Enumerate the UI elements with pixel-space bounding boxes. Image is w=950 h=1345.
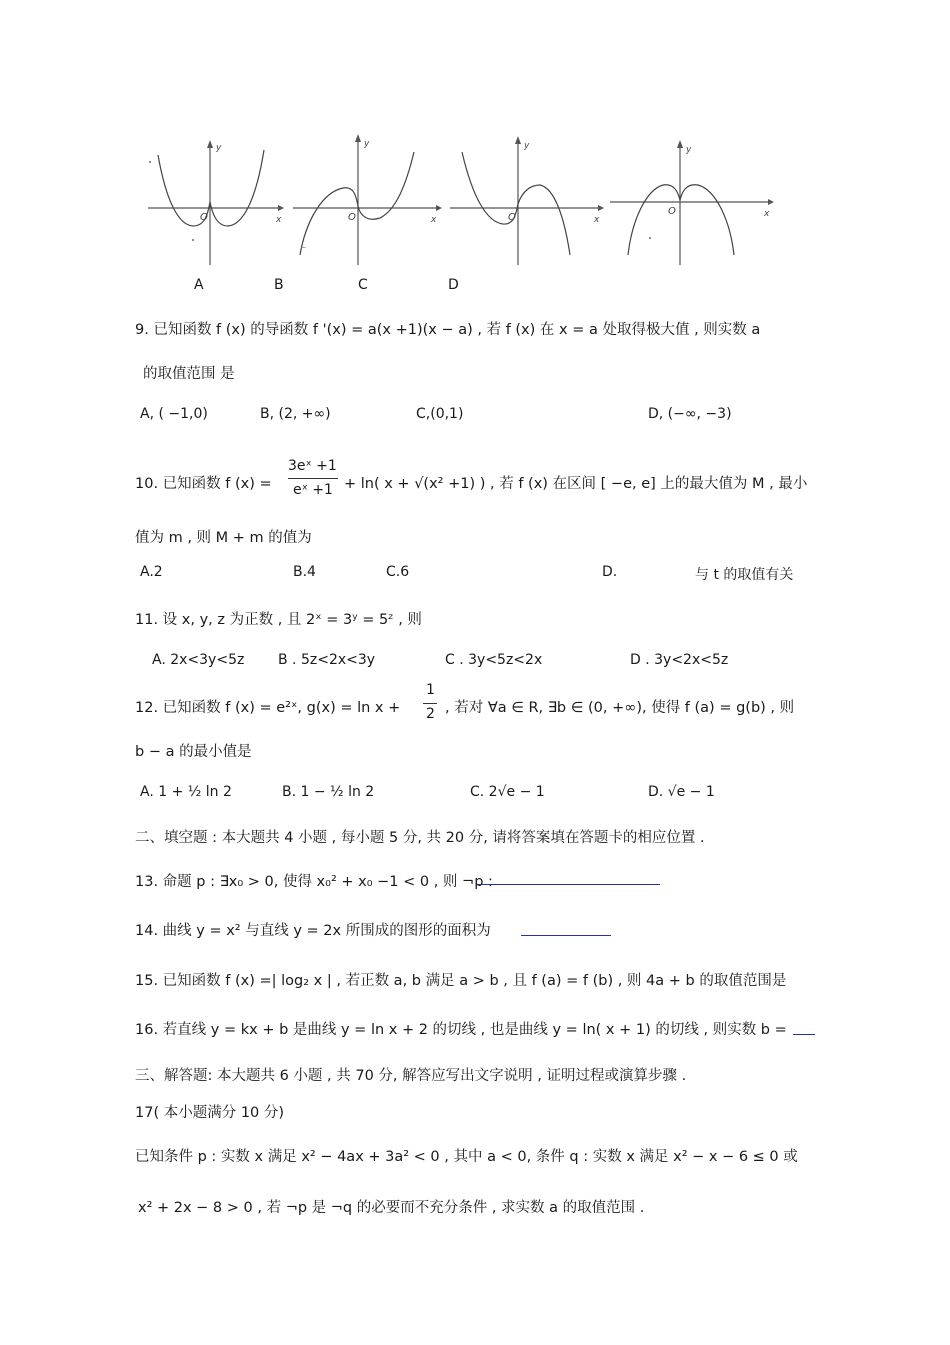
graph-label-d: D	[448, 277, 459, 293]
q9-option-c: C,(0,1)	[416, 406, 464, 422]
q10-prefix: 10. 已知函数 f (x) =	[135, 476, 272, 492]
q12-option-b: B. 1 − ½ ln 2	[282, 784, 375, 800]
svg-text:O: O	[200, 212, 208, 223]
graph-c	[448, 130, 608, 270]
svg-text:O: O	[348, 212, 356, 223]
q16-answer-blank[interactable]	[793, 1034, 815, 1035]
svg-text:x: x	[594, 215, 600, 225]
q9-stem-cont: 的取值范围 是	[143, 366, 235, 382]
q13-stem: 13. 命题 p : ∃x₀ > 0, 使得 x₀² + x₀ −1 < 0 , 则 ¬p :	[135, 874, 493, 890]
svg-text:x: x	[276, 215, 282, 225]
q16-stem: 16. 若直线 y = kx + b 是曲线 y = ln x + 2 的切线 , 也是曲线 y = ln( x + 1) 的切线 , 则实数 b =	[135, 1022, 787, 1038]
q10-option-b: B.4	[293, 564, 316, 580]
q9-option-b: B, (2, +∞)	[260, 406, 331, 422]
section-3-heading: 三、解答题: 本大题共 6 小题 , 共 70 分, 解答应写出文字说明 , 证明过程或演算步骤 .	[135, 1068, 687, 1084]
q13-answer-blank[interactable]	[478, 884, 660, 885]
q10-option-d: D.	[602, 564, 618, 580]
q17-stem-cont: x² + 2x − 8 > 0 , 若 ¬p 是 ¬q 的必要而不充分条件 , 求实数 a 的取值范围 .	[138, 1200, 645, 1216]
q17-stem: 已知条件 p : 实数 x 满足 x² − 4ax + 3a² < 0 , 其中 a < 0, 条件 q : 实数 x 满足 x² − x − 6 ≤ 0 或	[135, 1149, 798, 1165]
q12-option-a: A. 1 + ½ ln 2	[140, 784, 232, 800]
q12-frac-bar	[423, 703, 437, 704]
q12-prefix: 12. 已知函数 f (x) = e²ˣ, g(x) = ln x +	[135, 700, 401, 716]
q10-frac-bar	[288, 478, 338, 479]
q11-option-c: C . 3y<5z<2x	[445, 652, 543, 668]
q10-option-a: A.2	[140, 564, 163, 580]
q14-stem: 14. 曲线 y = x² 与直线 y = 2x 所围成的图形的面积为	[135, 923, 491, 939]
q9-stem: 9. 已知函数 f (x) 的导函数 f '(x) = a(x +1)(x − a) , 若 f (x) 在 x = a 处取得极大值 , 则实数 a	[135, 322, 761, 338]
q10-frac-num: 3eˣ +1	[288, 458, 337, 474]
graph-d	[608, 130, 778, 270]
svg-text:O: O	[668, 206, 676, 217]
q11-stem: 11. 设 x, y, z 为正数 , 且 2ˣ = 3ʸ = 5ᶻ , 则	[135, 612, 422, 628]
q10-rest: + ln( x + √(x² +1) ) , 若 f (x) 在区间 [ −e, e] 上的最大值为 M , 最小	[344, 476, 808, 492]
q10-frac-den: eˣ +1	[293, 482, 333, 498]
graph-label-a: A	[194, 277, 204, 293]
q12-frac-den: 2	[426, 706, 435, 722]
q11-option-d: D . 3y<2x<5z	[630, 652, 729, 668]
graph-label-c: C	[358, 277, 368, 293]
q17-title: 17( 本小题满分 10 分)	[135, 1105, 285, 1121]
svg-text:~: ~	[300, 243, 307, 252]
svg-text:y: y	[216, 143, 222, 153]
q11-option-b: B . 5z<2x<3y	[278, 652, 376, 668]
graph-a	[138, 130, 288, 270]
q14-answer-blank[interactable]	[521, 935, 611, 936]
q9-option-d: D, (−∞, −3)	[648, 406, 732, 422]
answer-graphs	[138, 130, 778, 270]
svg-text:y: y	[364, 139, 370, 149]
svg-text:O: O	[508, 212, 516, 223]
q12-option-d: D. √e − 1	[648, 784, 715, 800]
q15-stem: 15. 已知函数 f (x) =| log₂ x | , 若正数 a, b 满足 a > b , 且 f (a) = f (b) , 则 4a + b 的取值范围是	[135, 973, 787, 989]
svg-text:y: y	[524, 141, 530, 151]
q12-stem-cont: b − a 的最小值是	[135, 744, 252, 760]
q12-frac-num: 1	[426, 682, 435, 698]
graph-b	[288, 130, 443, 270]
svg-text:x: x	[431, 215, 437, 225]
section-2-heading: 二、填空题 : 本大题共 4 小题 , 每小题 5 分, 共 20 分, 请将答案填在答题卡的相应位置 .	[135, 830, 705, 846]
svg-text:y: y	[686, 145, 692, 155]
q12-rest: , 若对 ∀a ∈ R, ∃b ∈ (0, +∞), 使得 f (a) = g(b) , 则	[445, 700, 795, 716]
q11-option-a: A. 2x<3y<5z	[152, 652, 245, 668]
q12-option-c: C. 2√e − 1	[470, 784, 545, 800]
q10-option-d-text: 与 t 的取值有关	[695, 567, 794, 583]
graph-label-b: B	[274, 277, 284, 293]
q10-stem-cont: 值为 m , 则 M + m 的值为	[135, 530, 312, 546]
svg-text:x: x	[764, 209, 770, 219]
q10-option-c: C.6	[386, 564, 410, 580]
q9-option-a: A, ( −1,0)	[140, 406, 208, 422]
